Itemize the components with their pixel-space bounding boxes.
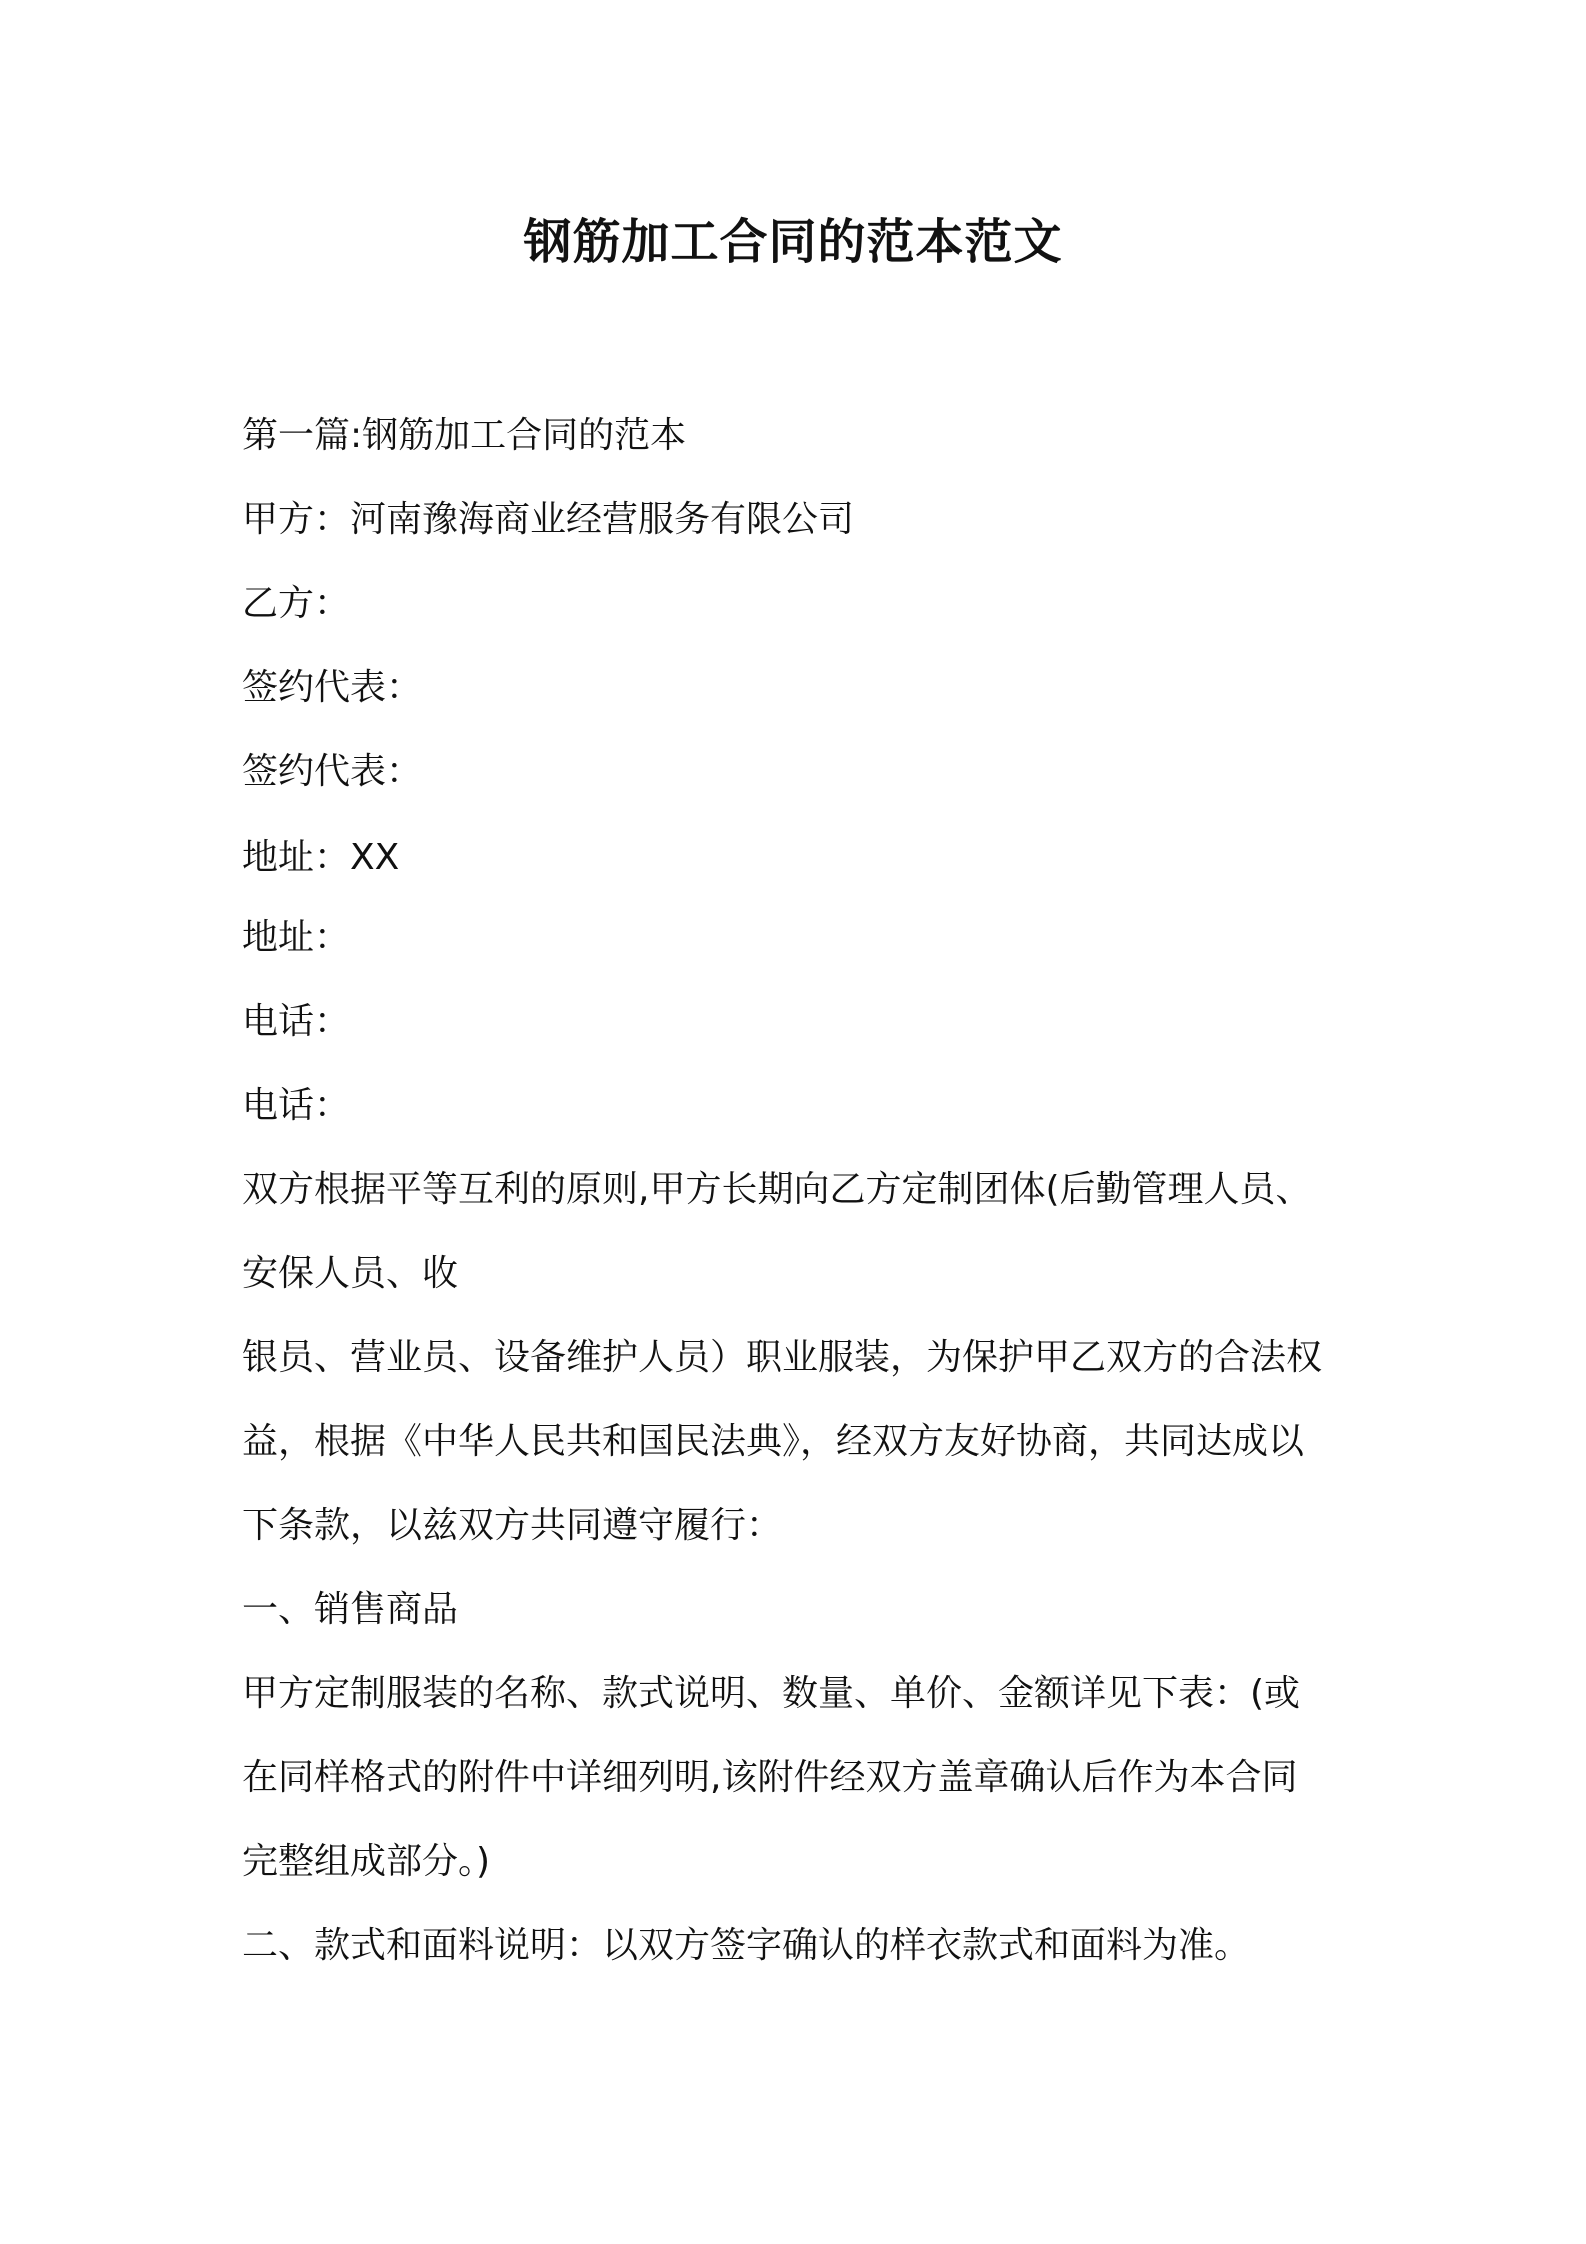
body-text-line: 银员、营业员、设备维护人员）职业服装，为保护甲乙双方的合法权 — [242, 1337, 1323, 1378]
address-a-line: 地址：XX — [242, 837, 400, 878]
clause-heading: 一、销售商品 — [242, 1589, 459, 1630]
clause-heading: 二、款式和面料说明：以双方签字确认的样衣款式和面料为准。 — [242, 1925, 1251, 1966]
body-text-line: 下条款，以兹双方共同遵守履行： — [242, 1505, 783, 1546]
address-b-line: 地址： — [242, 917, 351, 958]
signatory-a-line: 签约代表： — [242, 667, 423, 708]
signatory-b-line: 签约代表： — [242, 751, 423, 792]
party-b-line: 乙方： — [242, 583, 351, 624]
body-text-line: 甲方定制服装的名称、款式说明、数量、单价、金额详见下表：(或 — [242, 1673, 1301, 1714]
phone-a-line: 电话： — [242, 1001, 351, 1042]
body-text-line: 在同样格式的附件中详细列明,该附件经双方盖章确认后作为本合同 — [242, 1757, 1298, 1798]
body-text-line: 双方根据平等互利的原则,甲方长期向乙方定制团体(后勤管理人员、 — [242, 1169, 1312, 1210]
party-a-line: 甲方：河南豫海商业经营服务有限公司 — [242, 499, 855, 540]
section-heading: 第一篇:钢筋加工合同的范本 — [242, 415, 687, 456]
body-text-line: 益，根据《中华人民共和国民法典》，经双方友好协商，共同达成以 — [242, 1421, 1305, 1462]
body-text-line: 安保人员、收 — [242, 1253, 459, 1294]
phone-b-line: 电话： — [242, 1085, 351, 1126]
body-text-line: 完整组成部分。) — [242, 1841, 491, 1882]
document-title: 钢筋加工合同的范本范文 — [523, 214, 1063, 270]
